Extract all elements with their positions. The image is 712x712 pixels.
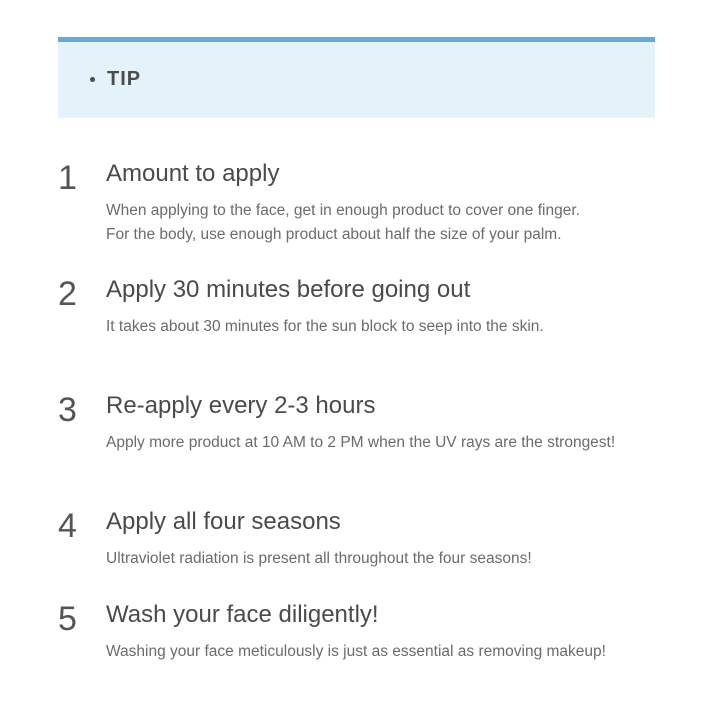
item-number: 4: [58, 507, 77, 545]
item-number: 5: [58, 600, 77, 638]
tip-label: TIP: [107, 68, 142, 90]
item-number: 1: [58, 159, 77, 197]
item-description: [106, 640, 666, 664]
item-description-line: It takes about 30 minutes for the sun block to seep into the skin.: [106, 318, 544, 335]
tip-header-box: [58, 37, 655, 118]
item-description-line: Washing your face meticulously is just as essential as removing makeup!: [106, 643, 606, 660]
item-description: [106, 431, 666, 455]
item-description: [106, 315, 666, 339]
item-number: 2: [58, 275, 77, 313]
bullet-icon: [90, 77, 95, 82]
item-description-line: Ultraviolet radiation is present all throughout the four seasons!: [106, 550, 532, 567]
item-title: Re-apply every 2-3 hours: [106, 392, 376, 419]
item-description-line: For the body, use enough product about half the size of your palm.: [106, 226, 562, 243]
item-title: Amount to apply: [106, 160, 280, 187]
item-description-line: When applying to the face, get in enough product to cover one finger.: [106, 202, 580, 219]
item-description-line: Apply more product at 10 AM to 2 PM when the UV rays are the strongest!: [106, 434, 616, 451]
tip-heading: [90, 68, 141, 91]
item-description: [106, 547, 666, 571]
item-number: 3: [58, 391, 77, 429]
item-title: Apply 30 minutes before going out: [106, 276, 471, 303]
item-title: Wash your face diligently!: [106, 601, 379, 628]
item-description: [106, 199, 666, 247]
item-title: Apply all four seasons: [106, 508, 341, 535]
